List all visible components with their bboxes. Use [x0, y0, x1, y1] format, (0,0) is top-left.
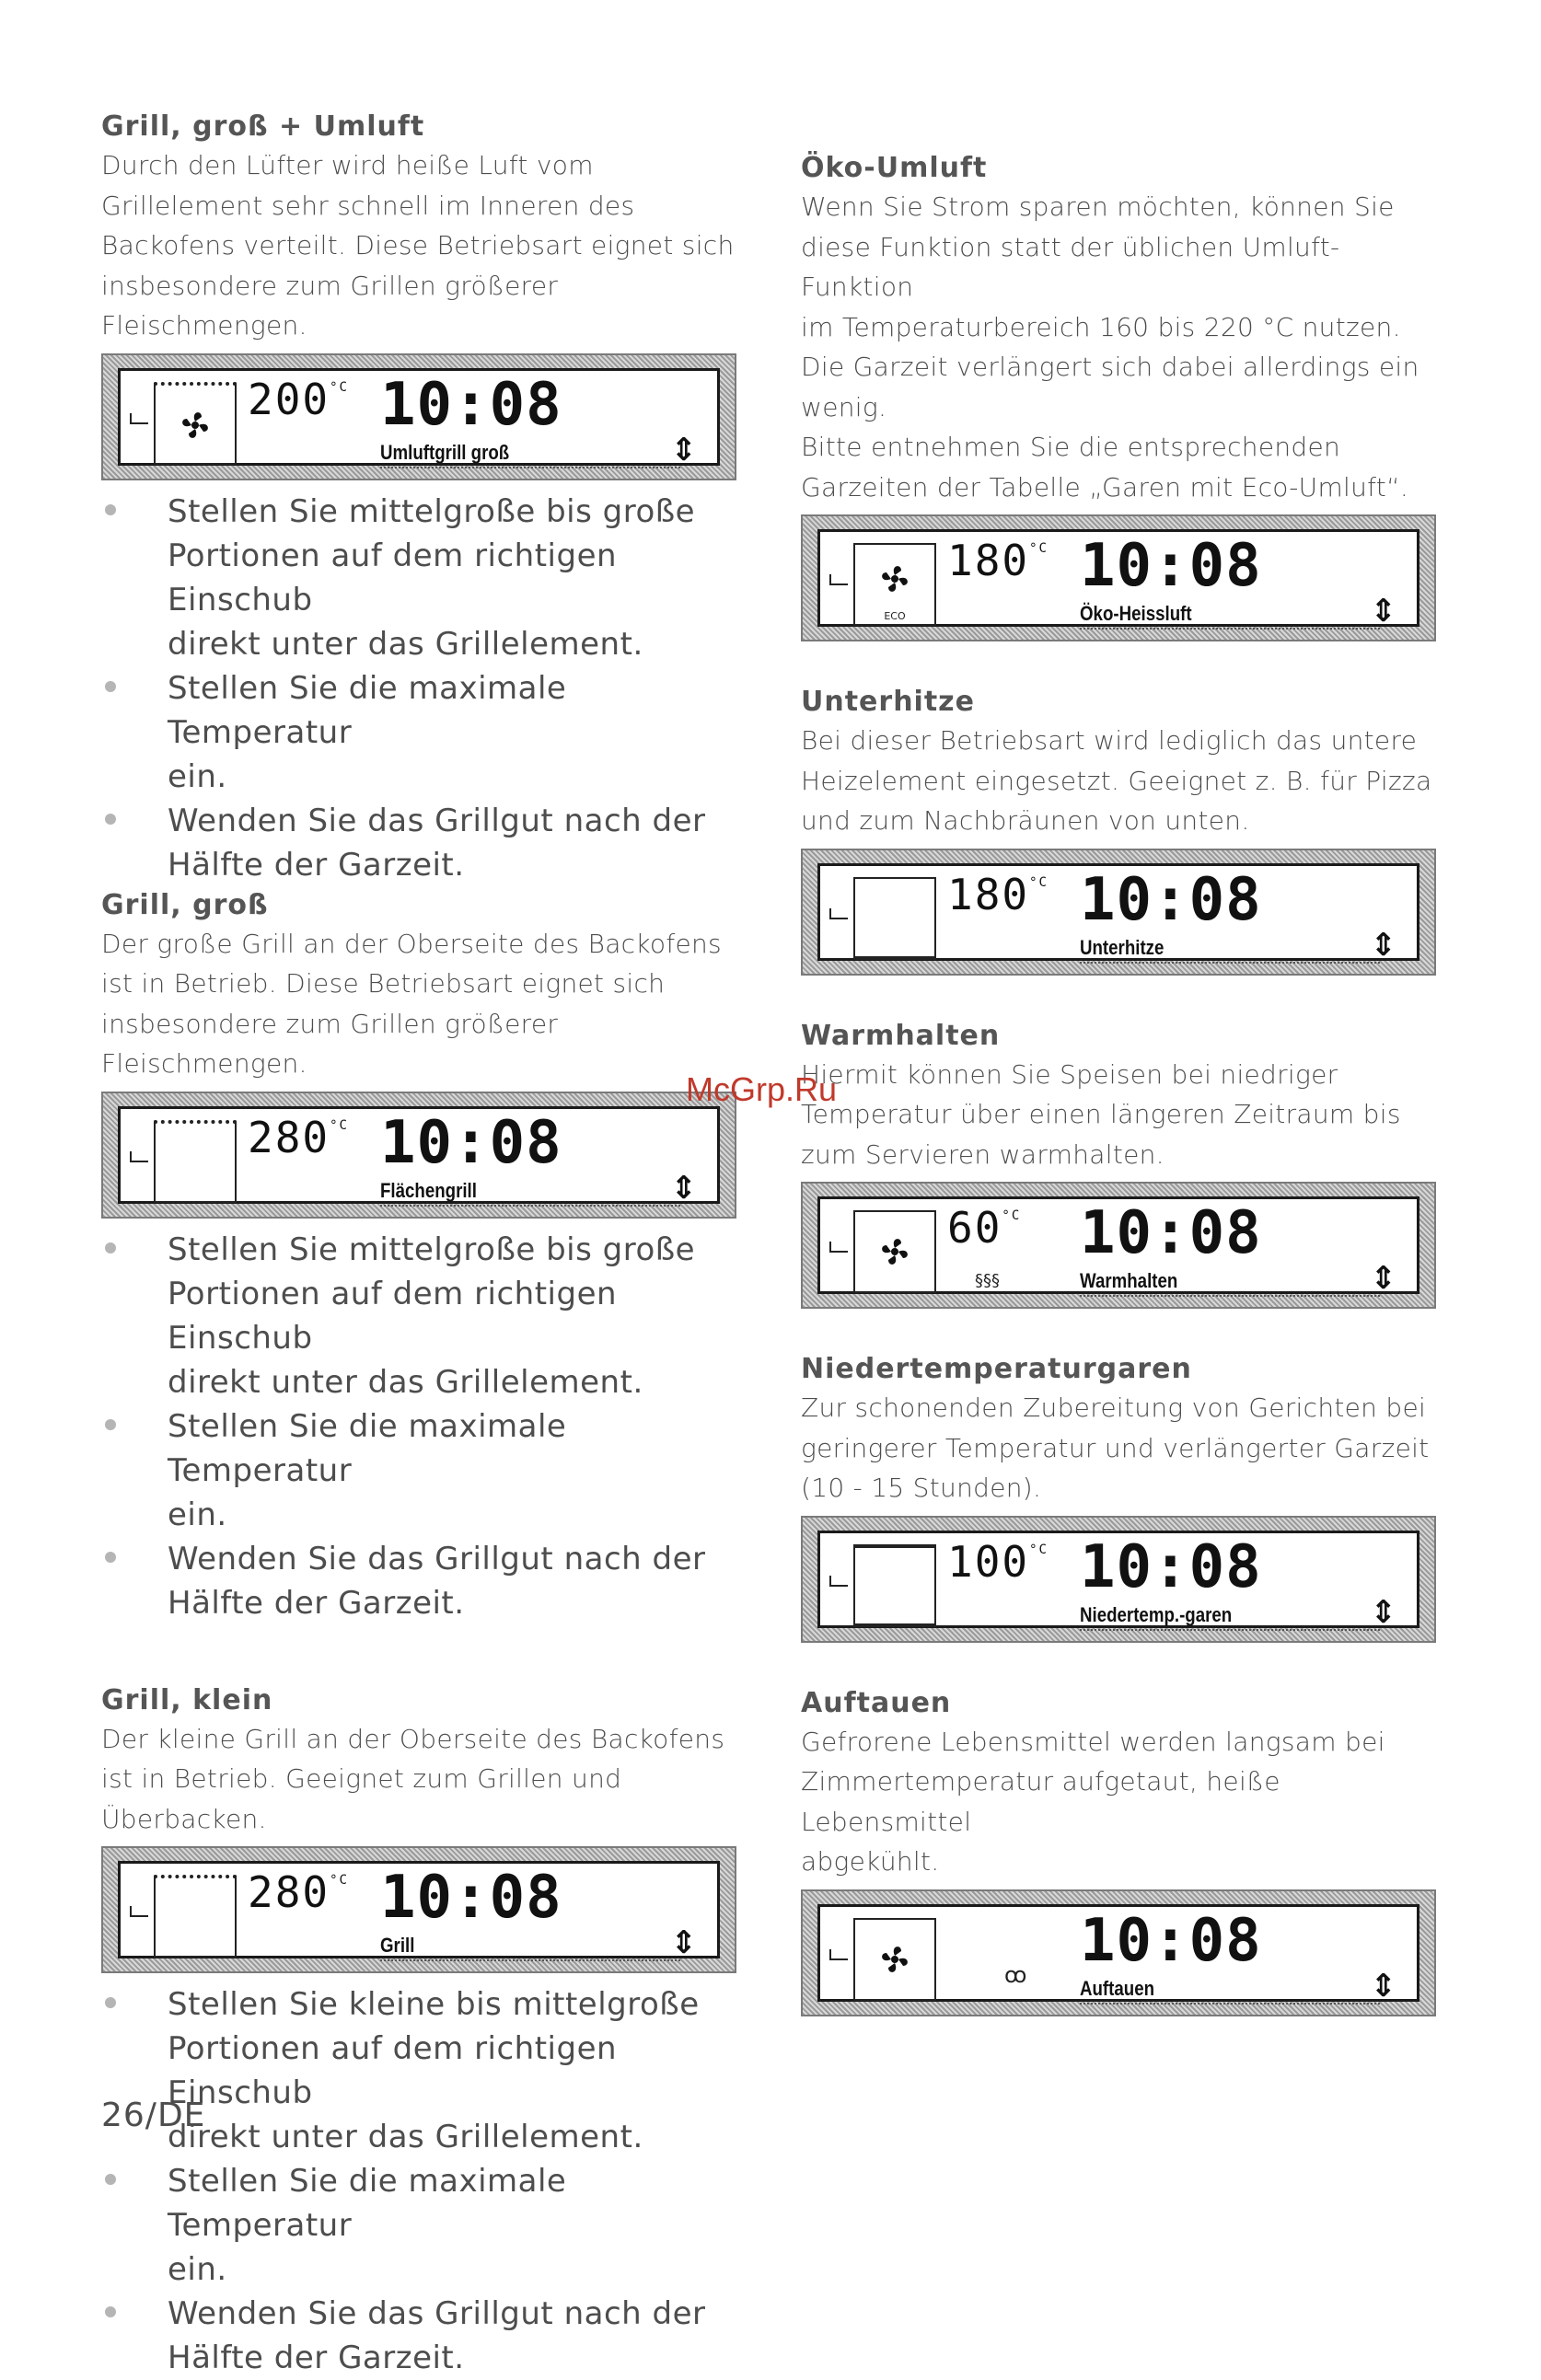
list-item: Wenden Sie das Grillgut nach der Hälfte der Garzeit. [101, 799, 736, 887]
oven-display [801, 514, 1436, 641]
oven-display [801, 1516, 1436, 1643]
instruction-list [101, 1228, 736, 1625]
list-item: Wenden Sie das Grillgut nach der Hälfte der Garzeit. [101, 2292, 736, 2380]
oven-display [801, 849, 1436, 976]
shelf-icon [130, 1151, 148, 1162]
oven-cavity-icon [853, 543, 936, 626]
oven-cavity-icon [154, 1120, 237, 1203]
mode-label: Flächengrill [380, 1178, 477, 1202]
temperature-readout: $100^{^\circ C}$ [947, 1536, 1049, 1587]
section-heading-niedertemperaturgaren: Niedertemperaturgaren [801, 1353, 1192, 1385]
fan-icon [874, 1230, 916, 1273]
section-text: Zur schonenden Zubereitung von Gerichten bei geringerer Temperatur und verlängerter Garzeit (10 - 15 Stunden). [801, 1392, 1430, 1503]
oven-display [101, 1846, 736, 1973]
section-text: Durch den Lüfter wird heiße Luft vom Grillelement sehr schnell im Inneren des Backofens verteilt. Diese Betriebsart eignet sich insbesondere zum Grillen größerer Fleischmengen. [101, 150, 735, 341]
shelf-icon [829, 1949, 848, 1960]
section-text: Gefrorene Lebensmittel werden langsam bei Zimmertemperatur aufgetaut, heiße Lebensmittel abgekühlt. [801, 1726, 1385, 1877]
temperature-readout: $280^{^\circ C}$ [248, 1112, 349, 1162]
mode-label: Umluftgrill groß [380, 440, 510, 464]
up-down-arrow-icon: ⇕ [1370, 926, 1396, 964]
up-down-arrow-icon: ⇕ [670, 1924, 697, 1961]
clock-readout: 10:08 [380, 370, 562, 439]
clock-readout: 10:08 [1080, 1532, 1262, 1601]
section-text: Wenn Sie Strom sparen möchten, können Sie diese Funktion statt der üblichen Umluft-Funktion im Temperaturbereich 160 bis 220 °C nutzen. Die Garzeit verlängert sich dabei allerdings ein wenig. Bitte entnehmen Sie die entsprechenden Garzeiten der Tabelle „Garen mit Eco-Umluft“. [801, 191, 1419, 503]
oven-display [801, 1182, 1436, 1309]
fan-icon [174, 404, 216, 446]
shelf-icon [829, 574, 848, 585]
oven-cavity-icon [154, 1875, 237, 1958]
up-down-arrow-icon: ⇕ [1370, 1260, 1396, 1297]
list-item: Stellen Sie mittelgroße bis große Portionen auf dem richtigen Einschub direkt unter das Grillelement. [101, 1228, 736, 1404]
temperature-readout: $180^{^\circ C}$ [947, 536, 1049, 585]
section-heading-oeko-umluft: Öko-Umluft [801, 152, 988, 184]
up-down-arrow-icon: ⇕ [1370, 1967, 1396, 2005]
clock-readout: 10:08 [1080, 1199, 1262, 1267]
up-down-arrow-icon: ⇕ [670, 431, 697, 468]
left-column [101, 109, 736, 2380]
thaw-icon: ꝏ [1004, 1961, 1027, 1988]
page-number: 26/DE [101, 2097, 206, 2134]
instruction-list [101, 490, 736, 887]
section-text: Der kleine Grill an der Oberseite des Backofens ist in Betrieb. Geeignet zum Grillen und Überbacken. [101, 1723, 725, 1834]
clock-readout: 10:08 [380, 1864, 562, 1932]
oven-cavity-icon [853, 1918, 936, 2001]
section-heading-auftauen: Auftauen [801, 1686, 952, 1719]
shelf-icon [829, 908, 848, 919]
oven-cavity-icon [154, 382, 237, 465]
shelf-icon [130, 1906, 148, 1917]
shelf-icon [829, 1242, 848, 1253]
up-down-arrow-icon: ⇕ [1370, 593, 1396, 630]
section-text: Bei dieser Betriebsart wird lediglich das untere Heizelement eingesetzt. Geeignet z. B. für Pizza und zum Nachbräunen von unten. [801, 725, 1432, 836]
section-text: Hiermit können Sie Speisen bei niedriger Temperatur über einen längeren Zeitraum bis zum Servieren warmhalten. [801, 1058, 1401, 1170]
right-column [801, 150, 1436, 2022]
section-heading-grill-gross: Grill, groß [101, 888, 269, 921]
clock-readout: 10:08 [1080, 532, 1262, 600]
list-item: Stellen Sie die maximale Temperatur ein. [101, 666, 736, 799]
list-item: Stellen Sie die maximale Temperatur ein. [101, 2159, 736, 2292]
mode-label: Warmhalten [1080, 1269, 1178, 1292]
steam-icon: §§§ [975, 1271, 1000, 1290]
list-item: Stellen Sie die maximale Temperatur ein. [101, 1404, 736, 1537]
fan-icon [874, 558, 916, 600]
instruction-list [101, 1982, 736, 2380]
oven-display [801, 1889, 1436, 2016]
temperature-readout: $280^{^\circ C}$ [248, 1867, 349, 1917]
mode-label: Niedertemp.-garen [1080, 1602, 1233, 1626]
mode-label: Auftauen [1080, 1976, 1155, 2000]
section-heading-warmhalten: Warmhalten [801, 1019, 1001, 1052]
list-item: Stellen Sie mittelgroße bis große Portionen auf dem richtigen Einschub direkt unter das Grillelement. [101, 490, 736, 666]
section-heading-grill-klein: Grill, klein [101, 1683, 273, 1716]
temperature-readout: $180^{^\circ C}$ [947, 869, 1049, 919]
clock-readout: 10:08 [1080, 865, 1262, 934]
list-item: Wenden Sie das Grillgut nach der Hälfte der Garzeit. [101, 1537, 736, 1625]
shelf-icon [130, 413, 148, 424]
mode-label: Öko-Heissluft [1080, 602, 1192, 625]
oven-display [101, 353, 736, 480]
oven-cavity-icon [853, 1210, 936, 1293]
section-heading-unterhitze: Unterhitze [801, 686, 975, 718]
mode-label: Unterhitze [1080, 935, 1164, 959]
mode-label: Grill [380, 1934, 415, 1957]
fan-icon [874, 1938, 916, 1981]
watermark: McGrp.Ru [686, 1070, 838, 1108]
temperature-readout: $200^{^\circ C}$ [248, 374, 349, 424]
oven-cavity-icon [853, 1544, 936, 1627]
clock-readout: 10:08 [1080, 1906, 1262, 1975]
up-down-arrow-icon: ⇕ [1370, 1593, 1396, 1631]
shelf-icon [829, 1576, 848, 1587]
section-heading-grill-gross-umluft: Grill, groß + Umluft [101, 110, 425, 143]
section-text: Der große Grill an der Oberseite des Backofens ist in Betrieb. Diese Betriebsart eignet sich insbesondere zum Grillen größerer Fleischmengen. [101, 928, 722, 1079]
list-item: Stellen Sie kleine bis mittelgroße Portionen auf dem richtigen Einschub direkt unter das Grillelement. [101, 1982, 736, 2159]
eco-label: ECO [884, 610, 906, 622]
oven-display [101, 1092, 736, 1219]
oven-cavity-icon [853, 877, 936, 960]
up-down-arrow-icon: ⇕ [670, 1169, 697, 1207]
temperature-readout: $60^{^\circ C}$ [947, 1203, 1022, 1253]
clock-readout: 10:08 [380, 1108, 562, 1177]
